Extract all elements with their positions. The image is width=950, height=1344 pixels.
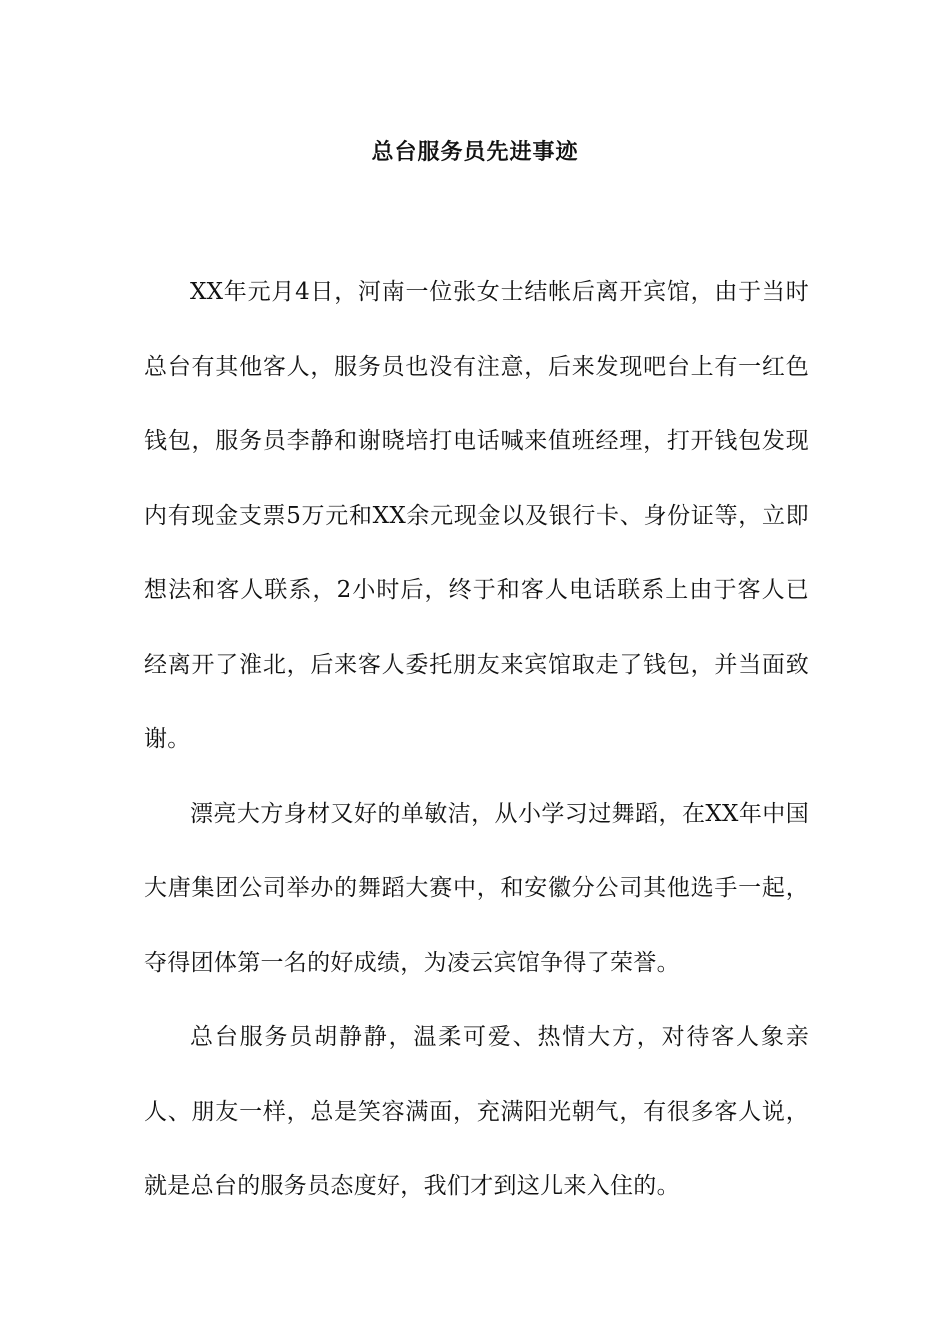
paragraph-lost-wallet: XX年元月4日，河南一位张女士结帐后离开宾馆，由于当时总台有其他客人，服务员也没有注意，后来发现吧台上有一红色钱包，服务员李静和谢晓培打电话喊来值班经理，打开钱包发现内有现金支票5万元和XX余元现金以及银行卡、身份证等，立即想法和客人联系，2小时后，终于和客人电话联系上由于客人已经离开了淮北，后来客人委托朋友来宾馆取走了钱包，并当面致谢。 [144,279,809,752]
paragraph-dance-contest: 漂亮大方身材又好的单敏洁，从小学习过舞蹈，在XX年中国大唐集团公司举办的舞蹈大赛中，和安徽分公司其他选手一起，夺得团体第一名的好成绩，为凌云宾馆争得了荣誉。 [144,800,809,976]
paragraph-friendly-service: 总台服务员胡静静，温柔可爱、热情大方，对待客人象亲人、朋友一样，总是笑容满面，充满阳光朝气，有很多客人说，就是总台的服务员态度好，我们才到这儿来入住的。 [144,1024,809,1199]
document-body [144,255,809,1224]
document-title: 总台服务员先进事迹 [371,139,579,165]
